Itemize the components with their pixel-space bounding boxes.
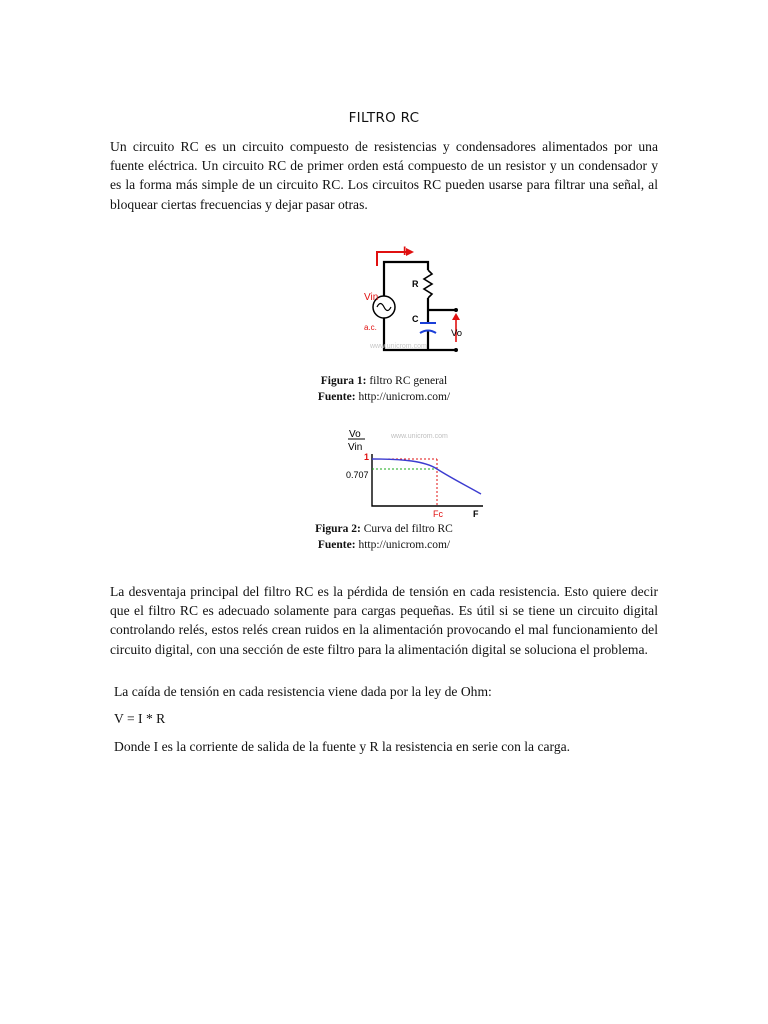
tick-label-0707: 0.707: [346, 470, 369, 480]
watermark: www.unicrom.com: [391, 433, 448, 440]
figure1-source-text: http://unicrom.com/: [355, 391, 451, 403]
output-terminal-bottom: [454, 348, 458, 352]
fc-label: Fc: [433, 509, 443, 519]
formula-explanation: Donde I es la corriente de salida de la fuente y R la resistencia en serie con la carga.: [114, 739, 571, 754]
figure1-caption-label: Figura 1:: [320, 375, 367, 387]
y-axis-numerator: Vo: [349, 429, 361, 440]
axes: [372, 454, 483, 506]
figure2-source: [0, 537, 768, 553]
ohm-law-intro: La caída de tensión en cada resistencia viene dada por la ley de Ohm:: [114, 684, 492, 699]
f-label: F: [473, 509, 479, 519]
vo-arrowhead: [452, 313, 460, 320]
figure1-caption-text: filtro RC general: [366, 375, 448, 387]
figure1-caption: [0, 373, 768, 389]
document-title: FILTRO RC: [348, 110, 420, 126]
vo-label: Vo: [451, 328, 463, 339]
ohm-law-formula: V = I * R: [114, 711, 166, 726]
figure2-source-text: http://unicrom.com/: [355, 539, 451, 551]
watermark: www.unicrom.com: [370, 343, 427, 350]
figure1-source-label: Fuente:: [317, 391, 356, 403]
disadvantage-paragraph: La desventaja principal del filtro RC es la pérdida de tensión en cada resistencia. Esto quiere decir que el filtro RC es adecuado solamente para cargas pequeñas. Es útil si se tiene un circuito digital controlando relés, estos relés crean ruidos en la alimentación provocando el mal funcionamiento del circuito digital, con una sección de este filtro para la alimentación digital se soluciona el problema.: [110, 584, 658, 657]
current-arrow: [377, 252, 406, 266]
intro-paragraph: Un circuito RC es un circuito compuesto de resistencias y condensadores alimentados por una fuente eléctrica. Un circuito RC de primer orden está compuesto de un resistor y un condensador y es la forma más simple de un circuito RC. Los circuitos RC pueden usarse para filtrar una señal, al bloquear ciertas frecuencias y dejar pasar otras.: [110, 139, 658, 212]
filter-response-curve: [343, 426, 489, 520]
resistor-symbol: [424, 270, 432, 298]
rc-circuit-diagram: [362, 244, 474, 356]
ac-label: a.c.: [364, 323, 377, 332]
vin-label: Vin: [364, 292, 379, 303]
resistor-label: R: [412, 279, 419, 289]
y-axis-denominator: Vin: [348, 442, 363, 453]
figure1-source: [0, 389, 768, 405]
current-label: I: [403, 244, 407, 258]
output-terminal-top: [454, 308, 458, 312]
figure2-source-label: Fuente:: [317, 539, 356, 551]
figure2-caption-text: Curva del filtro RC: [360, 523, 453, 535]
tick-label-1: 1: [364, 452, 370, 462]
figure2-caption: [0, 521, 768, 537]
capacitor-label: C: [412, 314, 419, 324]
response-curve: [372, 459, 481, 494]
figure2-caption-label: Figura 2:: [315, 523, 361, 535]
current-arrowhead: [406, 248, 414, 256]
